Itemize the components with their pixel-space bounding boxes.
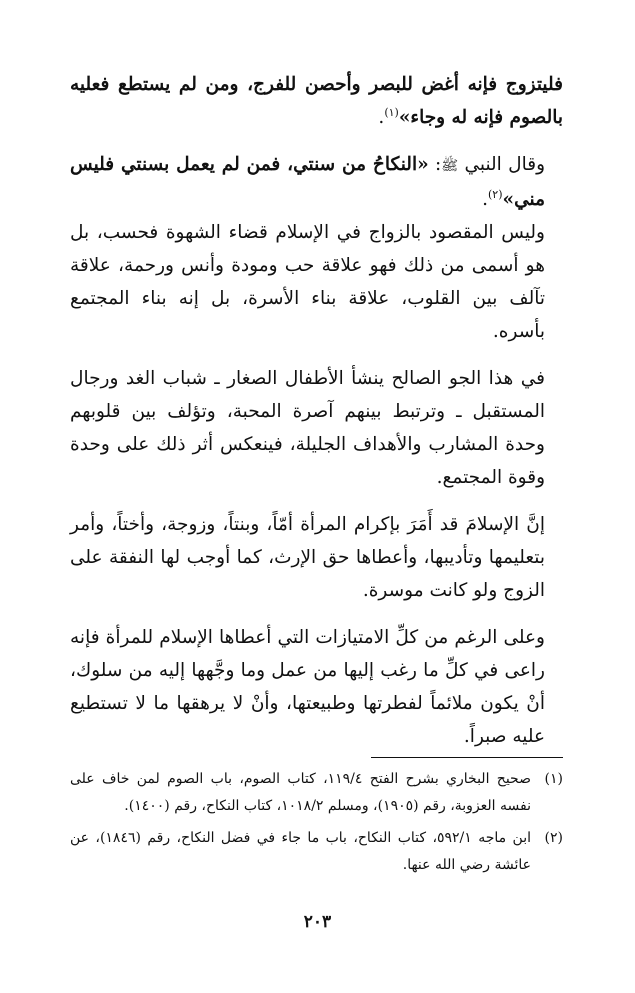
- footnotes: [70, 766, 563, 879]
- text-segment: وعلى الرغم من كلِّ الامتيازات التي أعطاها الإسلام للمرأة فإنه راعى في كلِّ ما رغب إليها من عمل وما وجَّهها إليه من سلوك، أنْ يكون ملائماً لفطرتها وطبيعتها، وأنْ لا يرهقها ما لا تستطيع عليه صبراً.: [70, 627, 545, 747]
- footnote-ref: (١): [384, 105, 399, 119]
- page-number: ٢٠٣: [303, 912, 332, 932]
- salutation-symbol: ﷺ: [441, 158, 459, 174]
- footnote-text: صحيح البخاري بشرح الفتح ١١٩/٤، كتاب الصوم، باب الصوم لمن خاف على نفسه العزوبة، رقم (١٩٠٥)، ومسلم ١٠١٨/٢، كتاب النكاح، رقم (١٤٠٠).: [70, 771, 531, 814]
- text-segment: .: [482, 189, 488, 210]
- footnote-ref: (٢): [488, 187, 503, 201]
- text-segment: إنَّ الإسلامَ قد أَمَرَ بإكرام المرأة أمّاً، وبنتاً، وزوجة، وأختاً، وأمر بتعليمها وتأديبها، وأعطاها حق الإرث، كما أوجب لها النفقة على الزوج ولو كانت موسرة.: [70, 514, 545, 601]
- footnote-number: (٢): [544, 830, 563, 846]
- text-segment: «النكاحُ من سنتي، فمن لم يعمل بسنتي فليس مني»: [70, 154, 545, 210]
- paragraph: [70, 148, 563, 216]
- text-segment: وقال النبي: [458, 154, 545, 175]
- paragraph: [70, 621, 563, 753]
- footnote-separator: [371, 757, 563, 758]
- footnote: [70, 766, 563, 820]
- footnote-text: ابن ماجه ٥٩٢/١، كتاب النكاح، باب ما جاء في فضل النكاح، رقم (١٨٤٦)، عن عائشة رضي الله عنها.: [70, 830, 531, 873]
- text-segment: وليس المقصود بالزواج في الإسلام قضاء الشهوة فحسب، بل هو أسمى من ذلك فهو علاقة حب ومودة وأنس ورحمة، علاقة تآلف بين القلوب، علاقة بناء الأسرة، بل إنه بناء المجتمع بأسره.: [70, 222, 545, 342]
- paragraph: [70, 362, 563, 494]
- text-segment: :: [428, 154, 442, 175]
- text-segment: .: [378, 107, 385, 128]
- footnote-number: (١): [544, 771, 563, 787]
- paragraph: [70, 68, 563, 134]
- paragraph: [70, 216, 563, 348]
- footnote: [70, 825, 563, 879]
- text-segment: فليتزوج فإنه أغض للبصر وأحصن للفرج، ومن لم يستطع فعليه بالصوم فإنه له وجاء»: [70, 74, 563, 128]
- main-text: [70, 68, 563, 753]
- text-segment: في هذا الجو الصالح ينشأ الأطفال الصغار ـ شباب الغد ورجال المستقبل ـ وترتبط بينهم آصرة المحبة، وتؤلف بين قلوبهم وحدة المشارب والأهداف الجليلة، فينعكس أثر ذلك على وحدة وقوة المجتمع.: [70, 368, 545, 488]
- paragraph: [70, 508, 563, 607]
